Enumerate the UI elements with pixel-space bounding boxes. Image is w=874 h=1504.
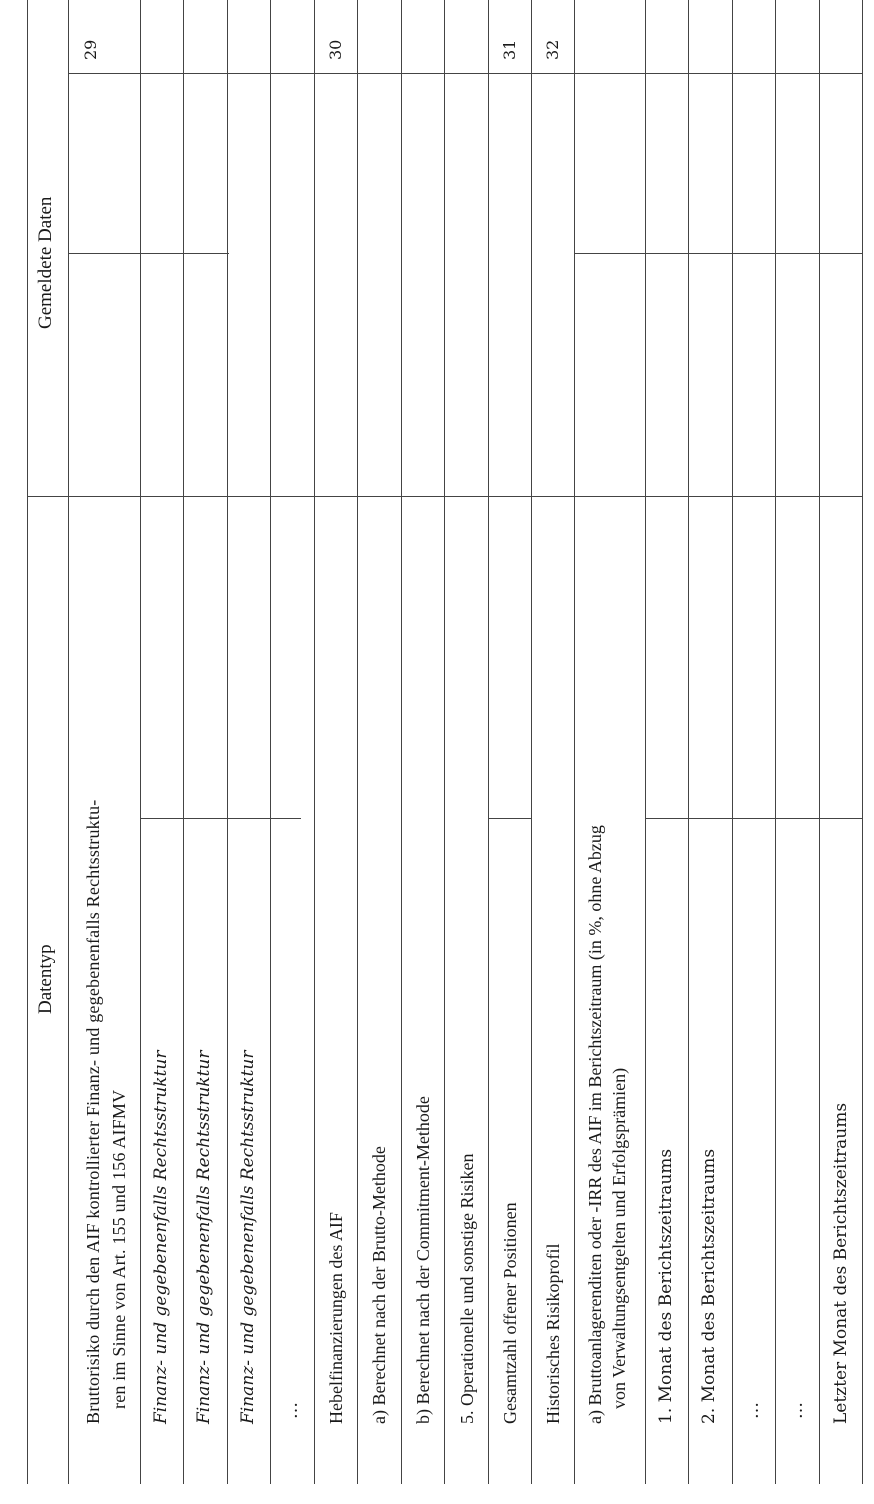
rule-datentyp-right — [27, 496, 862, 497]
row-32-text: Historisches Risikoprofil — [543, 1243, 563, 1424]
row-31-text: Gesamtzahl offener Positionen — [500, 1202, 520, 1424]
row-structure-1: Finanz- und gegebenenfalls Rechtsstruktur — [151, 1050, 171, 1424]
rule-data-col — [574, 253, 862, 254]
rule-row — [645, 0, 646, 1484]
row-30b-text: b) Berechnet nach der Commitment-Methode — [413, 1096, 433, 1424]
rule-sub-col — [645, 818, 862, 819]
row-structure-2: Finanz- und gegebenenfalls Rechtsstruktur — [194, 1050, 214, 1424]
month-2-text: 2. Monat des Berichtszeitraums — [699, 1148, 719, 1424]
rule-row — [357, 0, 358, 1484]
rule-num-col — [68, 73, 862, 74]
rule-row — [444, 0, 445, 1484]
rule-data-col — [68, 253, 229, 254]
row-29-line1: Bruttorisiko durch den AIF kontrollierter Finanz- und gegebenenfalls Rechtsstruktu- — [83, 799, 103, 1424]
month-ellipsis-1: … — [743, 1402, 763, 1419]
row-number-29: 29 — [81, 39, 100, 60]
row-number-32: 32 — [543, 39, 562, 60]
month-ellipsis-2: … — [787, 1402, 807, 1419]
section-5-heading: 5. Operationelle und sonstige Risiken — [457, 1153, 477, 1424]
rule-sub-col — [488, 818, 531, 819]
row-32a-line1: a) Bruttoanlagerenditen oder -IRR des AIF im Berichtszeitraum (in %, ohne Abzug — [585, 825, 605, 1424]
header-gemeldete-daten: Gemeldete Daten — [35, 196, 56, 329]
rule-row — [819, 0, 820, 1484]
rule-sub-col — [140, 818, 301, 819]
row-30-text: Hebelfinanzierungen des AIF — [326, 1212, 346, 1424]
last-month-text: Letzter Monat des Berichtszeitraums — [831, 1102, 851, 1424]
rule-row — [732, 0, 733, 1484]
month-1-text: 1. Monat des Berichtszeitraums — [656, 1148, 676, 1424]
rule-row — [775, 0, 776, 1484]
row-30a-text: a) Berechnet nach der Brutto-Methode — [369, 1146, 389, 1424]
rule-row — [227, 0, 228, 1484]
row-32a-line2: von Verwaltungsentgelten und Erfolgsprämien) — [609, 1067, 629, 1409]
row-structure-3: Finanz- und gegebenenfalls Rechtsstruktur — [238, 1050, 258, 1424]
row-number-31: 31 — [500, 39, 519, 60]
header-datentyp: Datentyp — [35, 944, 56, 1014]
row-structure-ellipsis: … — [282, 1402, 302, 1419]
row-29-line2: ren im Sinne von Art. 155 und 156 AIFMV — [109, 1089, 129, 1409]
rule-row — [270, 0, 271, 1484]
rule-header-bottom — [68, 0, 69, 1484]
row-number-30: 30 — [326, 39, 345, 60]
rule-top — [27, 0, 28, 1484]
rule-row — [688, 0, 689, 1484]
rule-bottom — [862, 0, 863, 1484]
rule-row — [183, 0, 184, 1484]
rule-row — [401, 0, 402, 1484]
rule-row — [314, 0, 315, 1484]
rule-row — [488, 0, 489, 1484]
rule-row — [140, 0, 141, 1484]
rule-row — [574, 0, 575, 1484]
rule-row — [531, 0, 532, 1484]
